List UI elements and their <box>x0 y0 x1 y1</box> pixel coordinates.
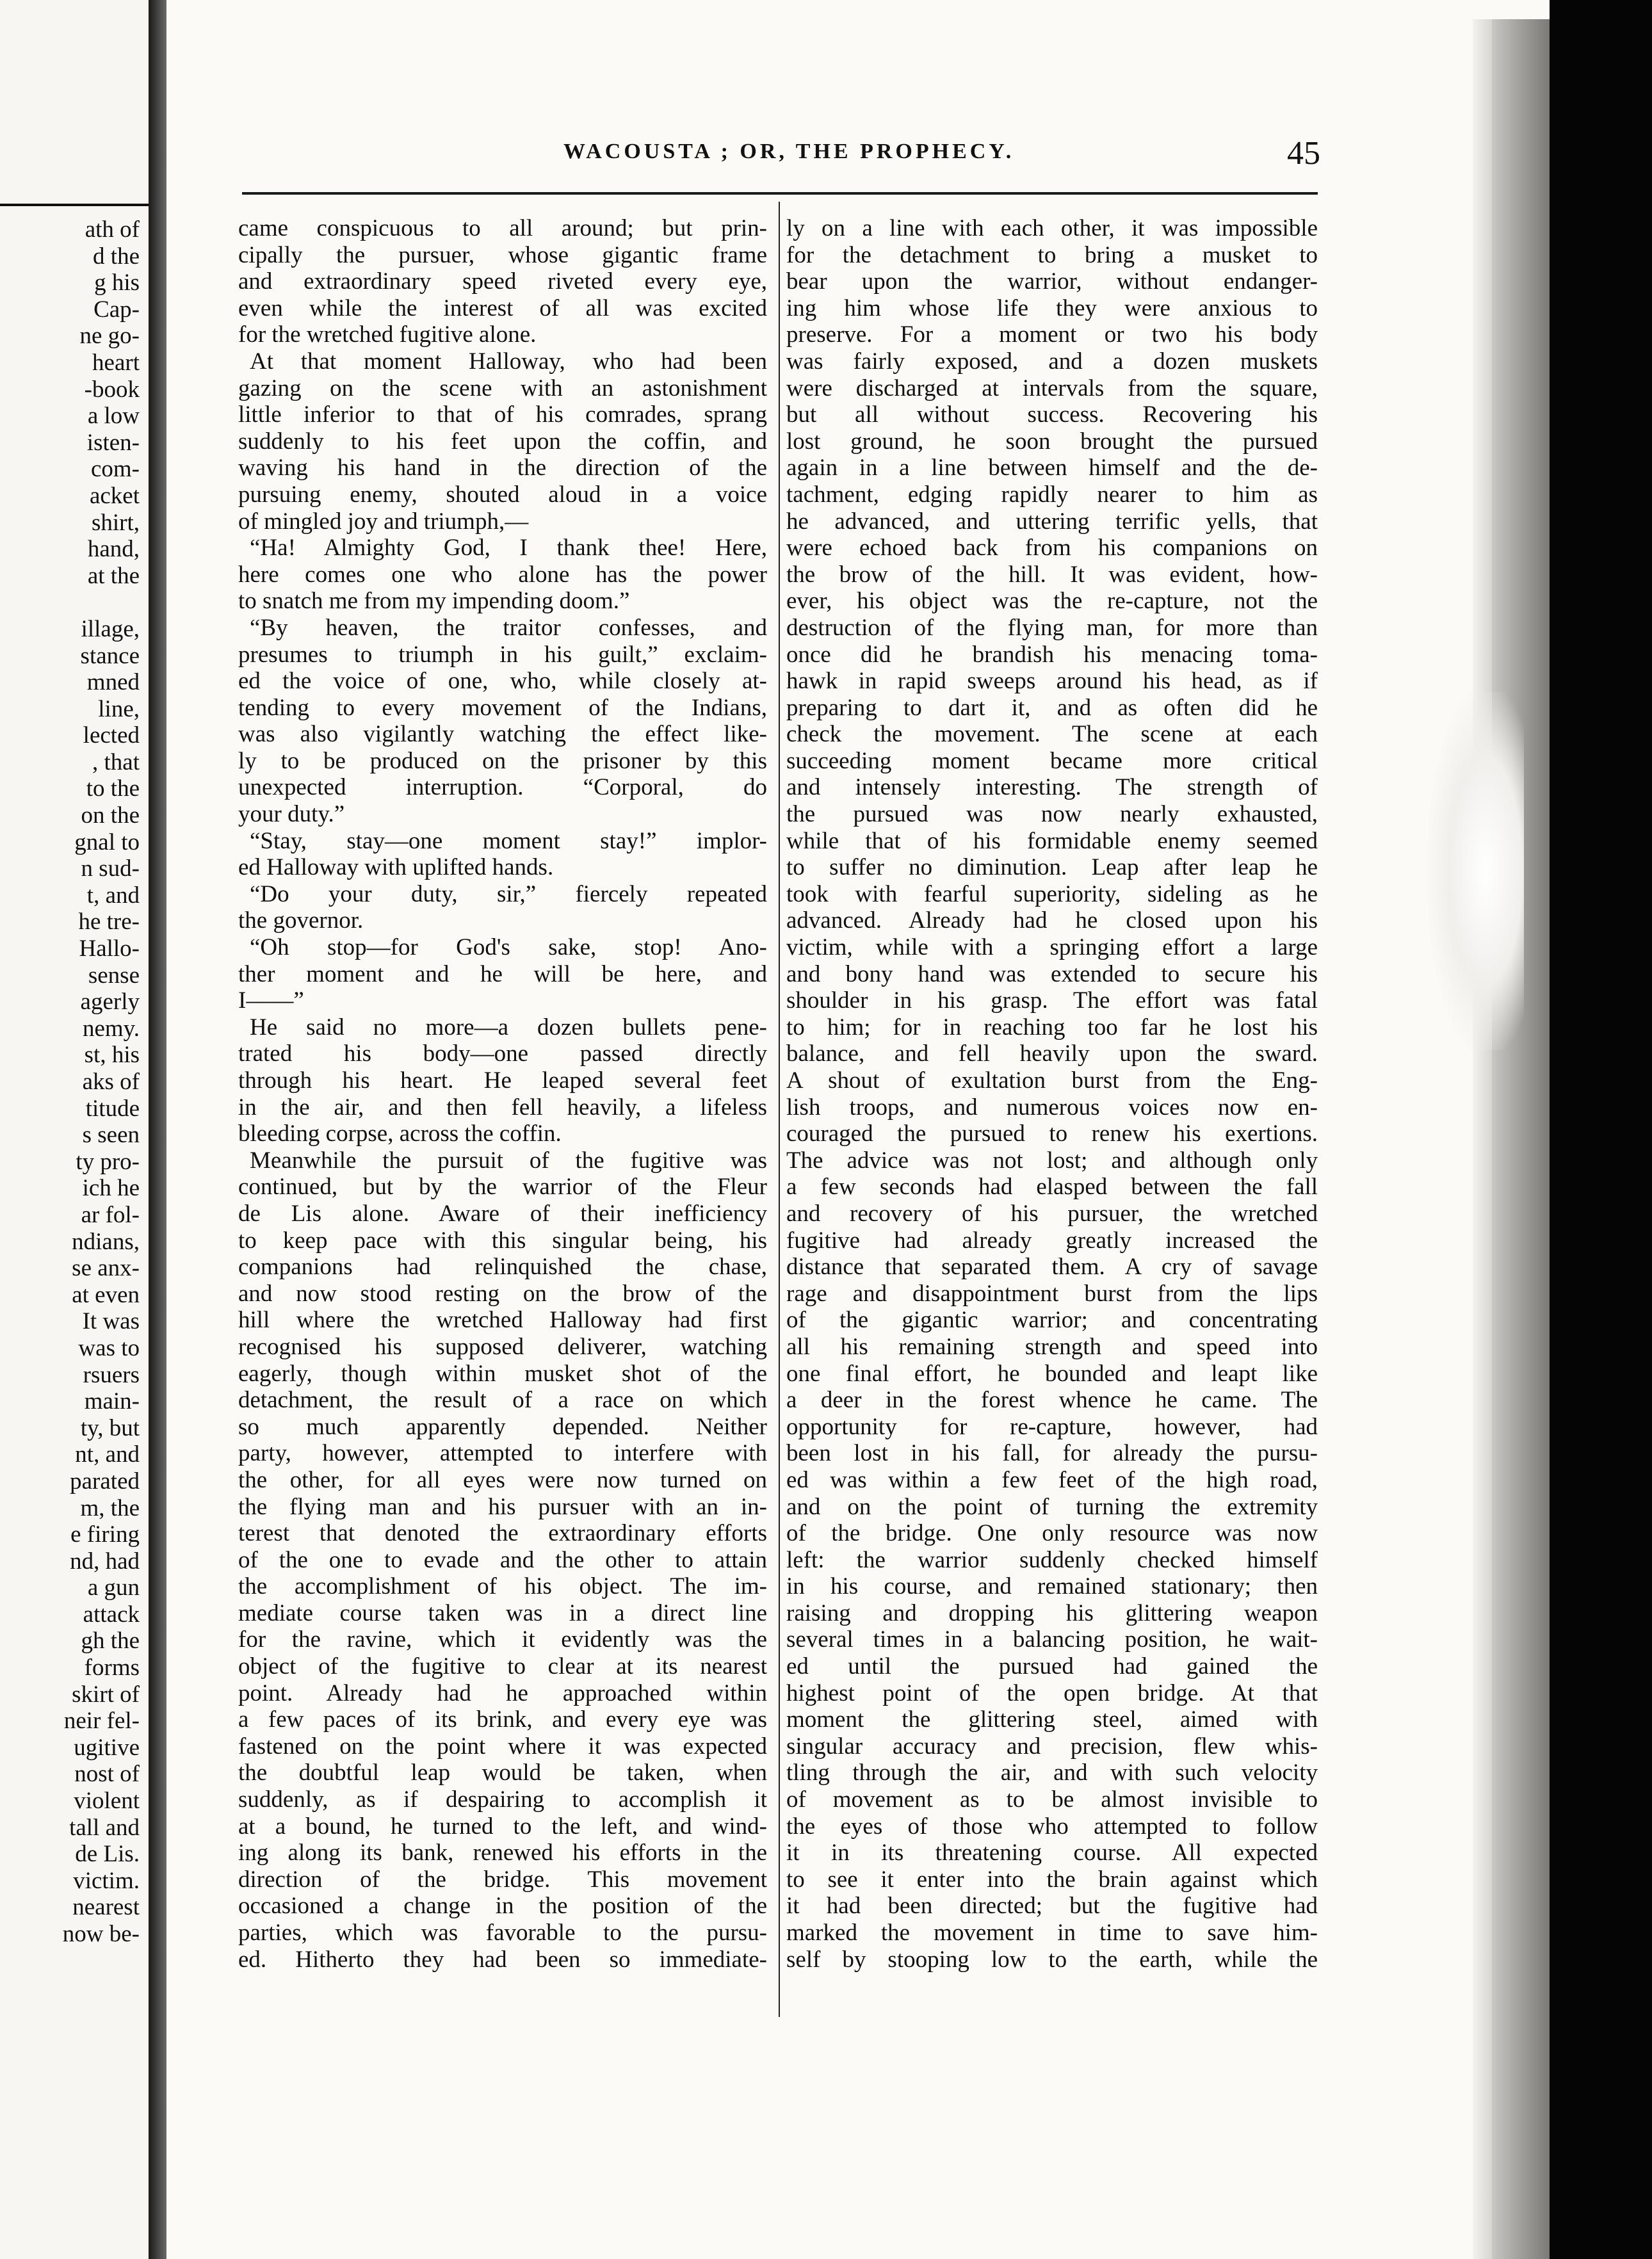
facing-page-text-line: rsuers <box>83 1361 140 1388</box>
facing-page-text-line: to the <box>86 775 140 802</box>
text-line: was also vigilantly watching the effect like- <box>238 721 767 748</box>
facing-page-text-line: attack <box>83 1601 140 1628</box>
facing-page-text-line: isten- <box>86 429 140 456</box>
text-line: to keep pace with this singular being, his <box>238 1227 767 1254</box>
text-line: occasioned a change in the position of the <box>238 1893 767 1920</box>
facing-page-text-line: nemy. <box>82 1015 140 1042</box>
text-line: again in a line between himself and the de- <box>786 455 1318 482</box>
text-line: ed was within a few feet of the high road, <box>786 1466 1318 1493</box>
facing-page-text-line: a gun <box>87 1575 140 1601</box>
text-line: ing him whose life they were anxious to <box>786 295 1318 321</box>
text-line: left: the warrior suddenly checked himself <box>786 1546 1318 1573</box>
facing-page-text-line: tall and <box>69 1814 140 1841</box>
text-line: terest that denoted the extraordinary efforts <box>238 1520 767 1547</box>
text-line: of the gigantic warrior; and concentrating <box>786 1307 1318 1334</box>
text-line: eagerly, though within musket shot of the <box>238 1360 767 1387</box>
text-line: little inferior to that of his comrades, sprang <box>238 401 767 428</box>
text-line: marked the movement in time to save him- <box>786 1920 1318 1946</box>
torn-paper-area <box>1428 692 1524 1050</box>
text-line: and bony hand was extended to secure his <box>786 960 1318 987</box>
page-edge-highlight <box>1473 19 1492 2259</box>
facing-page-text-line: ar fol- <box>81 1201 140 1228</box>
text-line: distance that separated them. A cry of savage <box>786 1254 1318 1281</box>
facing-page-text-line: ne go- <box>79 323 140 350</box>
facing-page-text-line: parated <box>70 1468 140 1494</box>
text-line: for the ravine, which it evidently was the <box>238 1626 767 1653</box>
text-line: to snatch me from my impending doom.” <box>238 588 630 615</box>
text-column-right <box>786 215 1318 1973</box>
text-line: here comes one who alone has the power <box>238 561 767 588</box>
facing-page-text-line: was to <box>78 1334 140 1361</box>
text-line: to suffer no diminution. Leap after leap he <box>786 854 1318 881</box>
text-line: preparing to dart it, and as often did he <box>786 694 1318 721</box>
text-line: direction of the bridge. This movement <box>238 1866 767 1893</box>
facing-page-text-line: Hallo- <box>79 935 140 962</box>
facing-page-text-line: ndians, <box>72 1228 140 1255</box>
text-line: raising and dropping his glittering weapon <box>786 1599 1318 1626</box>
facing-page-text-line: he tre- <box>78 909 140 935</box>
text-line: a deer in the forest whence he came. The <box>786 1387 1318 1414</box>
text-line: but all without success. Recovering his <box>786 401 1318 428</box>
text-line: at a bound, he turned to the left, and wind- <box>238 1813 767 1840</box>
text-line: continued, but by the warrior of the Fleur <box>238 1174 767 1201</box>
text-line: of movement as to be almost invisible to <box>786 1786 1318 1813</box>
text-line: to see it enter into the brain against which <box>786 1866 1318 1893</box>
facing-page-text-line: titude <box>85 1095 140 1122</box>
text-column-left <box>238 215 767 1973</box>
text-line: unexpected interruption. “Corporal, do <box>238 774 767 801</box>
text-line: ing along its bank, renewed his efforts in the <box>238 1840 767 1866</box>
text-line: were discharged at intervals from the square, <box>786 375 1318 401</box>
text-line: once did he brandish his menacing toma- <box>786 641 1318 668</box>
text-line: of the bridge. One only resource was now <box>786 1520 1318 1547</box>
facing-page-text-line: gnal to <box>74 829 140 855</box>
facing-page-text-line: nd, had <box>70 1548 140 1575</box>
text-line: for the wretched fugitive alone. <box>238 321 537 348</box>
facing-page-text-line: now be- <box>62 1921 140 1947</box>
facing-page-text-line: skirt of <box>72 1681 140 1708</box>
facing-page-text-line: stance <box>80 642 140 669</box>
text-line: of the one to evade and the other to attain <box>238 1546 767 1573</box>
text-line: companions had relinquished the chase, <box>238 1254 767 1281</box>
text-line: bleeding corpse, across the coffin. <box>238 1121 562 1147</box>
text-line: succeeding moment became more critical <box>786 747 1318 774</box>
facing-page-text-line: , that <box>92 749 140 775</box>
text-line: party, however, attempted to interfere with <box>238 1440 767 1467</box>
text-line: the other, for all eyes were now turned on <box>238 1466 767 1493</box>
facing-page-text-line: main- <box>84 1388 140 1415</box>
facing-page-text-line: g his <box>94 270 140 296</box>
facing-page-text-line: forms <box>84 1655 140 1681</box>
text-line: the brow of the hill. It was evident, how- <box>786 561 1318 588</box>
text-line: suddenly to his feet upon the coffin, and <box>238 428 767 455</box>
text-line: even while the interest of all was excited <box>238 295 767 321</box>
dark-background <box>1550 0 1652 2259</box>
text-line: the pursued was now nearly exhausted, <box>786 801 1318 828</box>
text-line: for the detachment to bring a musket to <box>786 241 1318 268</box>
text-line: was fairly exposed, and a dozen muskets <box>786 348 1318 375</box>
text-line: “Stay, stay—one moment stay!” implor- <box>250 827 767 854</box>
text-line: lish troops, and numerous voices now en- <box>786 1094 1318 1121</box>
text-line: tling through the air, and with such velocity <box>786 1760 1318 1786</box>
facing-page-text-line: Cap- <box>93 296 140 323</box>
text-line: the doubtful leap would be taken, when <box>238 1760 767 1786</box>
facing-page-text-line: s seen <box>82 1122 140 1149</box>
facing-page-text-line: agerly <box>80 989 140 1016</box>
text-line: couraged the pursued to renew his exertions. <box>786 1121 1318 1147</box>
book-gutter <box>149 0 166 2259</box>
text-line: while that of his formidable enemy seemed <box>786 827 1318 854</box>
text-line: self by stooping low to the earth, while the <box>786 1946 1318 1973</box>
text-line: the governor. <box>238 907 364 934</box>
facing-page-text-line: st, his <box>84 1042 140 1069</box>
text-line: to him; for in reaching too far he lost his <box>786 1014 1318 1040</box>
text-line: and now stood resting on the brow of the <box>238 1280 767 1307</box>
facing-page-text-line: ugitive <box>74 1734 140 1761</box>
text-line: came conspicuous to all around; but prin- <box>238 215 767 241</box>
text-line: the accomplishment of his object. The im- <box>238 1573 767 1600</box>
text-line: He said no more—a dozen bullets pene- <box>250 1014 767 1040</box>
text-line: At that moment Halloway, who had been <box>250 348 767 375</box>
column-divider <box>779 202 780 2017</box>
text-line: ever, his object was the re-capture, not the <box>786 588 1318 615</box>
facing-page-text <box>63 216 140 1948</box>
facing-page-text-line: ty pro- <box>76 1148 140 1175</box>
text-line: balance, and fell heavily upon the sward. <box>786 1040 1318 1067</box>
text-line: took with fearful superiority, sideling as he <box>786 880 1318 907</box>
facing-page-text-line: e firing <box>70 1521 140 1548</box>
text-line: fastened on the point where it was expected <box>238 1733 767 1760</box>
facing-page-text-line: hand, <box>87 536 140 563</box>
facing-page-text-line: violent <box>74 1788 140 1815</box>
text-line: so much apparently depended. Neither <box>238 1413 767 1440</box>
facing-page-text-line: d the <box>93 243 140 270</box>
text-line: cipally the pursuer, whose gigantic frame <box>238 241 767 268</box>
facing-page-text-line: m, the <box>80 1494 140 1521</box>
facing-page-text-line: lected <box>83 722 140 749</box>
text-line: your duty.” <box>238 801 345 828</box>
text-line: pursuing enemy, shouted aloud in a voice <box>238 481 767 508</box>
text-line: one final effort, he bounded and leapt like <box>786 1360 1318 1387</box>
text-line: bear upon the warrior, without endanger- <box>786 268 1318 295</box>
facing-page-text-line: mned <box>86 669 140 696</box>
facing-page-text-line: n sud- <box>81 855 140 882</box>
text-line: in the air, and then fell heavily, a lifeless <box>238 1094 767 1121</box>
text-line: moment the glittering steel, aimed with <box>786 1706 1318 1733</box>
text-line: in his course, and remained stationary; then <box>786 1573 1318 1600</box>
text-line: were echoed back from his companions on <box>786 535 1318 562</box>
text-line: ed Halloway with uplifted hands. <box>238 854 554 881</box>
text-line: been lost in his fall, for already the pursu- <box>786 1440 1318 1467</box>
text-line: of mingled joy and triumph,— <box>238 508 529 535</box>
facing-page-text-line: ath of <box>85 216 140 243</box>
header-rule <box>242 192 1318 195</box>
text-line: detachment, the result of a race on which <box>238 1387 767 1414</box>
facing-page-text-line: t, and <box>86 882 140 909</box>
running-header-title: WACOUSTA ; OR, THE PROPHECY. <box>563 140 1015 163</box>
facing-page-text-line: line, <box>98 695 140 722</box>
text-line: waving his hand in the direction of the <box>238 455 767 482</box>
facing-page-text-line: neir fel- <box>63 1708 140 1735</box>
text-line: and extraordinary speed riveted every eye, <box>238 268 767 295</box>
text-line: Meanwhile the pursuit of the fugitive was <box>250 1147 767 1174</box>
text-line: ther moment and he will be here, and <box>238 960 767 987</box>
text-line: mediate course taken was in a direct line <box>238 1599 767 1626</box>
facing-page-fragment <box>0 0 149 2259</box>
text-line: recognised his supposed deliverer, watching <box>238 1333 767 1360</box>
text-line: point. Already had he approached within <box>238 1680 767 1706</box>
text-line: and recovery of his pursuer, the wretched <box>786 1200 1318 1227</box>
text-line: fugitive had already greatly increased the <box>786 1227 1318 1254</box>
facing-page-text-line: at the <box>87 562 140 589</box>
text-line: and intensely interesting. The strength of <box>786 774 1318 801</box>
text-line: victim, while with a springing effort a large <box>786 934 1318 961</box>
text-line: advanced. Already had he closed upon his <box>786 907 1318 934</box>
facing-page-text-line: se anx- <box>72 1255 140 1282</box>
facing-page-text-line: nearest <box>72 1894 140 1921</box>
text-line: The advice was not lost; and although only <box>786 1147 1318 1174</box>
facing-page-text-line: heart <box>92 349 140 376</box>
text-line: the flying man and his pursuer with an in- <box>238 1493 767 1520</box>
text-line: tending to every movement of the Indians, <box>238 694 767 721</box>
facing-page-text-line: de Lis. <box>75 1841 140 1868</box>
facing-page-text-line: shirt, <box>91 509 140 536</box>
text-line: “Ha! Almighty God, I thank thee! Here, <box>250 535 767 562</box>
facing-page-text-line: gh the <box>81 1628 140 1655</box>
text-line: through his heart. He leaped several feet <box>238 1067 767 1094</box>
text-line: de Lis alone. Aware of their inefficiency <box>238 1200 767 1227</box>
facing-page-text-line: nt, and <box>75 1441 140 1468</box>
text-line: it had been directed; but the fugitive had <box>786 1893 1318 1920</box>
page-stack-edge <box>1492 19 1550 2259</box>
facing-page-text-line: victim. <box>73 1867 140 1894</box>
text-line: he advanced, and uttering terrific yells, that <box>786 508 1318 535</box>
facing-page-text-line: com- <box>90 456 140 483</box>
facing-page-text-line: nost of <box>74 1761 140 1788</box>
facing-page-text-line: a low <box>87 403 140 430</box>
text-line: highest point of the open bridge. At that <box>786 1680 1318 1706</box>
text-line: object of the fugitive to clear at its nearest <box>238 1653 767 1680</box>
text-line: ed. Hitherto they had been so immediate- <box>238 1946 767 1973</box>
facing-page-text-line: sense <box>88 962 140 989</box>
text-line: gazing on the scene with an astonishment <box>238 375 767 401</box>
text-line: all his remaining strength and speed into <box>786 1333 1318 1360</box>
facing-page-text-line: aks of <box>82 1069 140 1095</box>
text-line: the eyes of those who attempted to follow <box>786 1813 1318 1840</box>
text-line: “Oh stop—for God's sake, stop! Ano- <box>250 934 767 961</box>
text-line: I——” <box>238 987 304 1014</box>
text-line: preserve. For a moment or two his body <box>786 321 1318 348</box>
text-line: a few seconds had elasped between the fall <box>786 1174 1318 1201</box>
text-line: singular accuracy and precision, flew whis- <box>786 1733 1318 1760</box>
text-line: shoulder in his grasp. The effort was fatal <box>786 987 1318 1014</box>
text-line: hawk in rapid sweeps around his head, as if <box>786 668 1318 695</box>
text-line: suddenly, as if despairing to accomplish it <box>238 1786 767 1813</box>
facing-page-text-line <box>63 589 140 616</box>
facing-page-header-rule <box>0 204 149 206</box>
text-line: ly to be produced on the prisoner by this <box>238 747 767 774</box>
text-line: ed the voice of one, who, while closely at- <box>238 668 767 695</box>
facing-page-text-line: It was <box>82 1308 140 1335</box>
text-line: ed until the pursued had gained the <box>786 1653 1318 1680</box>
text-line: and on the point of turning the extremity <box>786 1493 1318 1520</box>
text-line: presumes to triumph in his guilt,” exclaim- <box>238 641 767 668</box>
text-line: opportunity for re-capture, however, had <box>786 1413 1318 1440</box>
text-line: parties, which was favorable to the pursu- <box>238 1920 767 1946</box>
facing-page-text-line: acket <box>89 482 140 509</box>
text-line: check the movement. The scene at each <box>786 721 1318 748</box>
text-line: several times in a balancing position, he wait- <box>786 1626 1318 1653</box>
text-line: hill where the wretched Halloway had first <box>238 1307 767 1334</box>
facing-page-text-line: ich he <box>82 1175 140 1202</box>
facing-page-text-line: illage, <box>81 615 140 642</box>
facing-page-text-line: -book <box>84 376 140 403</box>
text-line: rage and disappointment burst from the lips <box>786 1280 1318 1307</box>
facing-page-text-line: ty, but <box>80 1414 140 1441</box>
page-number: 45 <box>1287 135 1320 172</box>
facing-page-text-line: on the <box>81 802 140 829</box>
text-line: it in its threatening course. All expected <box>786 1840 1318 1866</box>
text-line: destruction of the flying man, for more than <box>786 614 1318 641</box>
text-line: lost ground, he soon brought the pursued <box>786 428 1318 455</box>
text-line: a few paces of its brink, and every eye was <box>238 1706 767 1733</box>
text-line: tachment, edging rapidly nearer to him as <box>786 481 1318 508</box>
text-line: ly on a line with each other, it was impossible <box>786 215 1318 241</box>
text-line: A shout of exultation burst from the Eng- <box>786 1067 1318 1094</box>
text-line: “By heaven, the traitor confesses, and <box>250 614 767 641</box>
text-line: “Do your duty, sir,” fiercely repeated <box>250 880 767 907</box>
text-line: trated his body—one passed directly <box>238 1040 767 1067</box>
facing-page-text-line: at even <box>72 1281 140 1308</box>
